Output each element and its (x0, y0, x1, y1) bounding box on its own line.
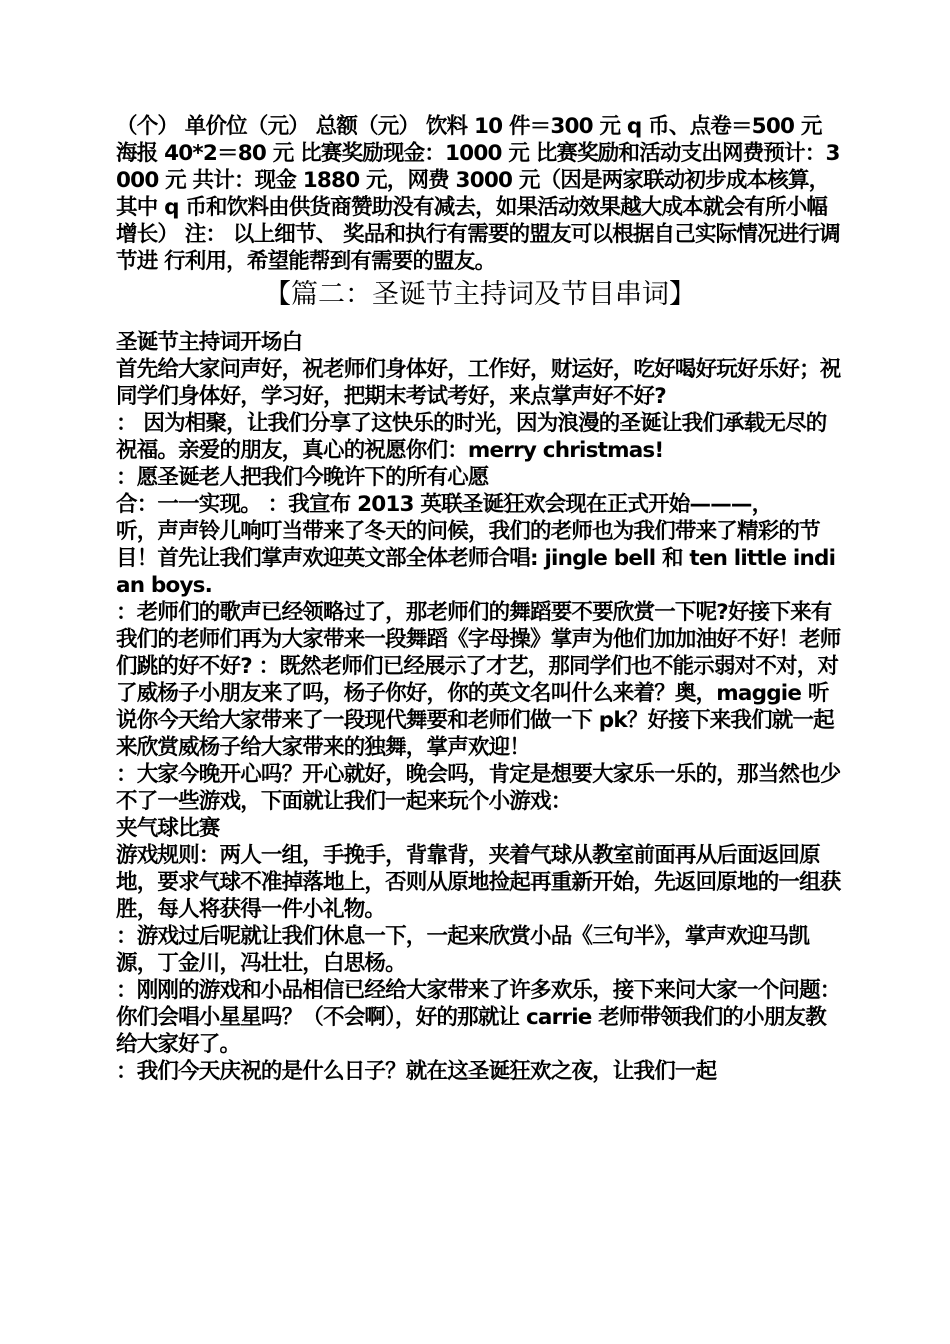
greeting-paragraph: 首先给大家问声好，祝老师们身体好，工作好，财运好，吃好喝好玩好乐好；祝同学们身体好，学习好，把期末考试考好，来点掌声好不好? (116, 357, 841, 409)
wish-line: ：愿圣诞老人把我们今晚许下的所有心愿 (116, 465, 489, 490)
reunion-paragraph: ： 因为相聚，让我们分享了这快乐的时光，因为浪漫的圣诞让我们承载无尽的祝福。亲爱的朋友，真心的祝愿你们：merry christmas! (116, 411, 827, 463)
section-heading: 【篇二：圣诞节主持词及节目串词】 (264, 279, 696, 310)
closing-paragraph: ：我们今天庆祝的是什么日子？就在这圣诞狂欢之夜，让我们一起 (116, 1059, 717, 1084)
teacher-song-paragraph: 听，声声铃儿响叮当带来了冬天的问候，我们的老师也为我们带来了精彩的节目！首先让我们掌声欢迎英文部全体老师合唱: jingle bell 和 ten little indian boys. (116, 519, 836, 598)
dance-paragraph: ：老师们的歌声已经领略过了，那老师们的舞蹈要不要欣赏一下呢?好接下来有我们的老师们再为大家带来一段舞蹈《字母操》掌声为他们加加油好不好！老师们跳的好不好? ：既然老师们已经展示了才艺，那同学们也不能示弱对不对，对了威杨子小朋友来了吗，杨子你好，你的英文名叫什么来着？奥，maggie 听说你今天给大家带来了一段现代舞要和老师们做一下 pk？好接下来我们就一起来欣赏威杨子给大家带来的独舞，掌声欢迎！ (116, 600, 841, 760)
game-rules-paragraph: 游戏规则：两人一组，手挽手，背靠背，夹着气球从教室前面再从后面返回原地，要求气球不准掉落地上，否则从原地捡起再重新开始，先返回原地的一组获胜，每人将获得一件小礼物。 (116, 843, 841, 922)
document-page (116, 113, 844, 1085)
sketch-paragraph: ：游戏过后呢就让我们休息一下，一起来欣赏小品《三句半》，掌声欢迎马凯源，丁金川，冯壮壮，白思杨。 (116, 924, 810, 976)
song-question-paragraph: ：刚刚的游戏和小品相信已经给大家带来了许多欢乐，接下来问大家一个问题：你们会唱小星星吗？（不会啊），好的那就让 carrie 老师带领我们的小朋友教给大家好了。 (116, 978, 841, 1057)
title-line: 圣诞节主持词开场白 (116, 330, 303, 355)
intro-paragraph: （个） 单价位（元） 总额（元） 饮料 10 件＝300 元 q 币、点卷＝500 元 海报 40*2＝80 元 比赛奖励现金：1000 元 比赛奖励和活动支出网费预计：3000 元 共计：现金 1880 元，网费 3000 元（因是两家联动初步成本核算，其中 q 币和饮料由供货商赞助没有减去，如果活动效果越大成本就会有所小幅增长） 注： 以上细节、 奖品和执行有需要的盟友可以根据自己实际情况进行调节进 行利用，希望能帮到有需要的盟友。 (116, 114, 840, 274)
game-intro-paragraph: ：大家今晚开心吗？开心就好，晚会吗，肯定是想要大家乐一乐的，那当然也少不了一些游戏，下面就让我们一起来玩个小游戏： (116, 762, 841, 814)
opening-line: 合：一一实现。 ：我宣布 2013 英联圣诞狂欢会现在正式开始———， (116, 492, 773, 517)
game-title-line: 夹气球比赛 (116, 816, 220, 841)
